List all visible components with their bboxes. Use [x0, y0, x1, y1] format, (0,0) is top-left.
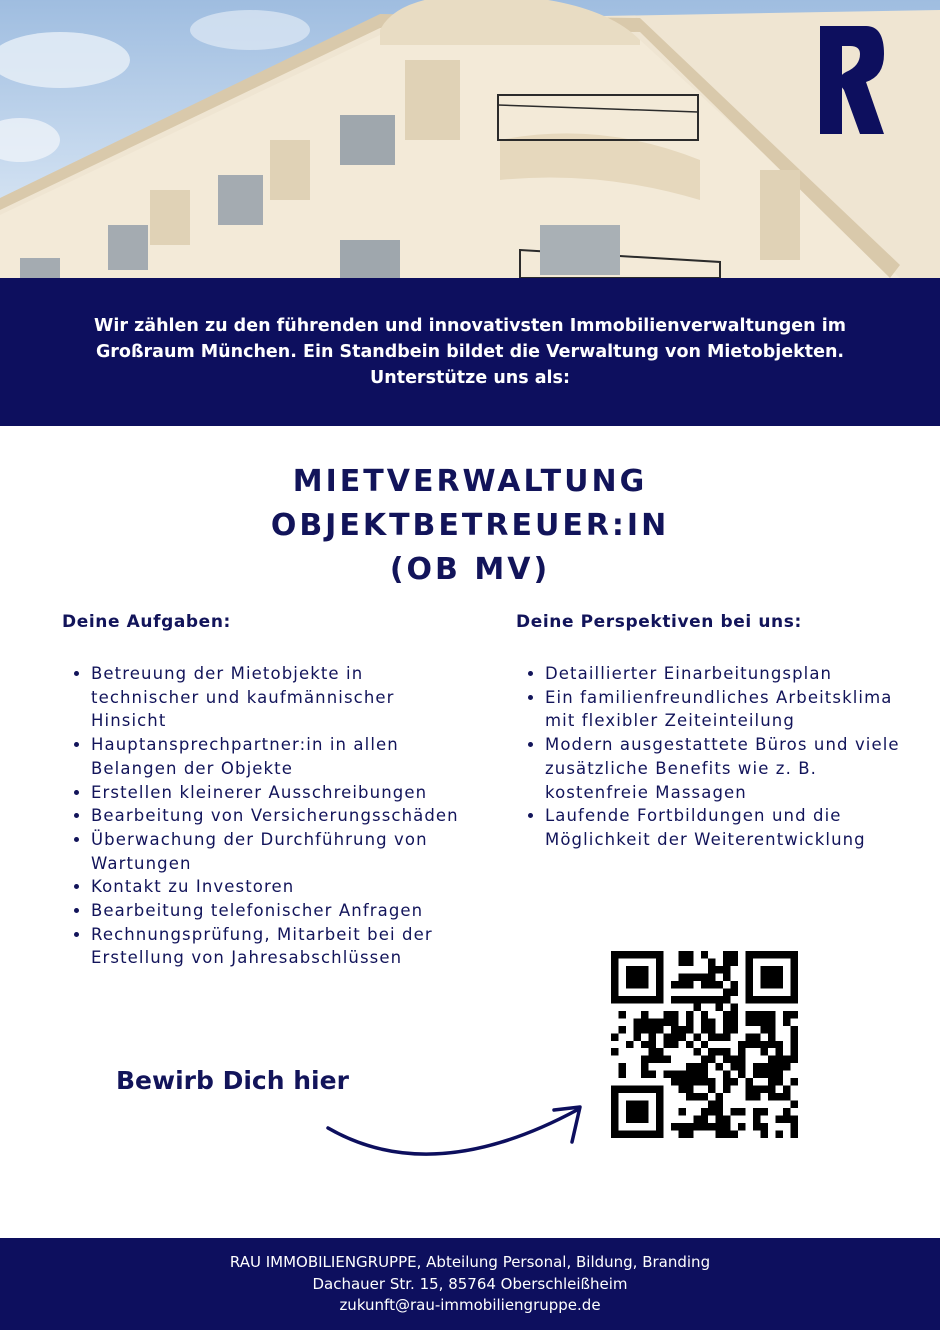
- job-title-line-2: OBJEKTBETREUER:IN: [270, 508, 670, 543]
- perspectives-list: [516, 662, 906, 852]
- list-item: • Erstellen kleinerer Ausschreibungen: [91, 781, 472, 805]
- footer-company-line: RAU IMMOBILIENGRUPPE, Abteilung Personal, Bildung, Branding: [229, 1253, 711, 1271]
- list-item: • Hauptansprechpartner:in in allen Belangen der Objekte: [91, 733, 472, 780]
- list-item: • Detaillierter Einarbeitungsplan: [545, 662, 906, 686]
- r-logo-icon: [820, 26, 884, 134]
- tasks-heading: Deine Aufgaben:: [62, 612, 231, 632]
- list-item: • Modern ausgestattete Büros und viele zusätzliche Benefits wie z. B. kostenfreie Massagen: [545, 733, 906, 804]
- list-item: • Bearbeitung von Versicherungsschäden: [91, 804, 472, 828]
- list-item: • Überwachung der Durchführung von Wartungen: [91, 828, 472, 875]
- footer-email-link[interactable]: zukunft@rau-immobiliengruppe.de: [339, 1296, 601, 1314]
- perspectives-heading: Deine Perspektiven bei uns:: [516, 612, 802, 632]
- job-title-line-1: MIETVERWALTUNG: [292, 464, 648, 499]
- footer: [0, 1238, 940, 1330]
- tasks-list: [62, 662, 472, 970]
- list-item: • Betreuung der Mietobjekte in technischer und kaufmännischer Hinsicht: [91, 662, 472, 733]
- list-item: • Ein familienfreundliches Arbeitsklima mit flexibler Zeiteinteilung: [545, 686, 906, 733]
- perspectives-section: [516, 612, 906, 852]
- intro-band: [0, 278, 940, 426]
- job-title-line-3: (OB MV): [389, 552, 551, 587]
- list-item: • Rechnungsprüfung, Mitarbeit bei der Erstellung von Jahresabschlüssen: [91, 923, 472, 970]
- tasks-section: [62, 612, 472, 970]
- list-item: • Bearbeitung telefonischer Anfragen: [91, 899, 472, 923]
- apply-here-label: Bewirb Dich hier: [116, 1066, 349, 1095]
- qr-code-icon[interactable]: [611, 951, 798, 1138]
- building-illustration: [0, 0, 940, 278]
- hero-building-photo: [0, 0, 940, 278]
- job-title: [0, 460, 940, 592]
- list-item: • Kontakt zu Investoren: [91, 875, 472, 899]
- footer-address-line: Dachauer Str. 15, 85764 Oberschleißheim: [312, 1274, 628, 1293]
- list-item: • Laufende Fortbildungen und die Möglichkeit der Weiterentwicklung: [545, 804, 906, 851]
- intro-text: Wir zählen zu den führenden und innovativsten Immobilienverwaltungen im Großraum München. Ein Standbein bildet die Verwaltung von Mietobjekten. Unterstütze uns als:: [94, 316, 846, 388]
- curved-arrow-icon: [322, 1098, 592, 1168]
